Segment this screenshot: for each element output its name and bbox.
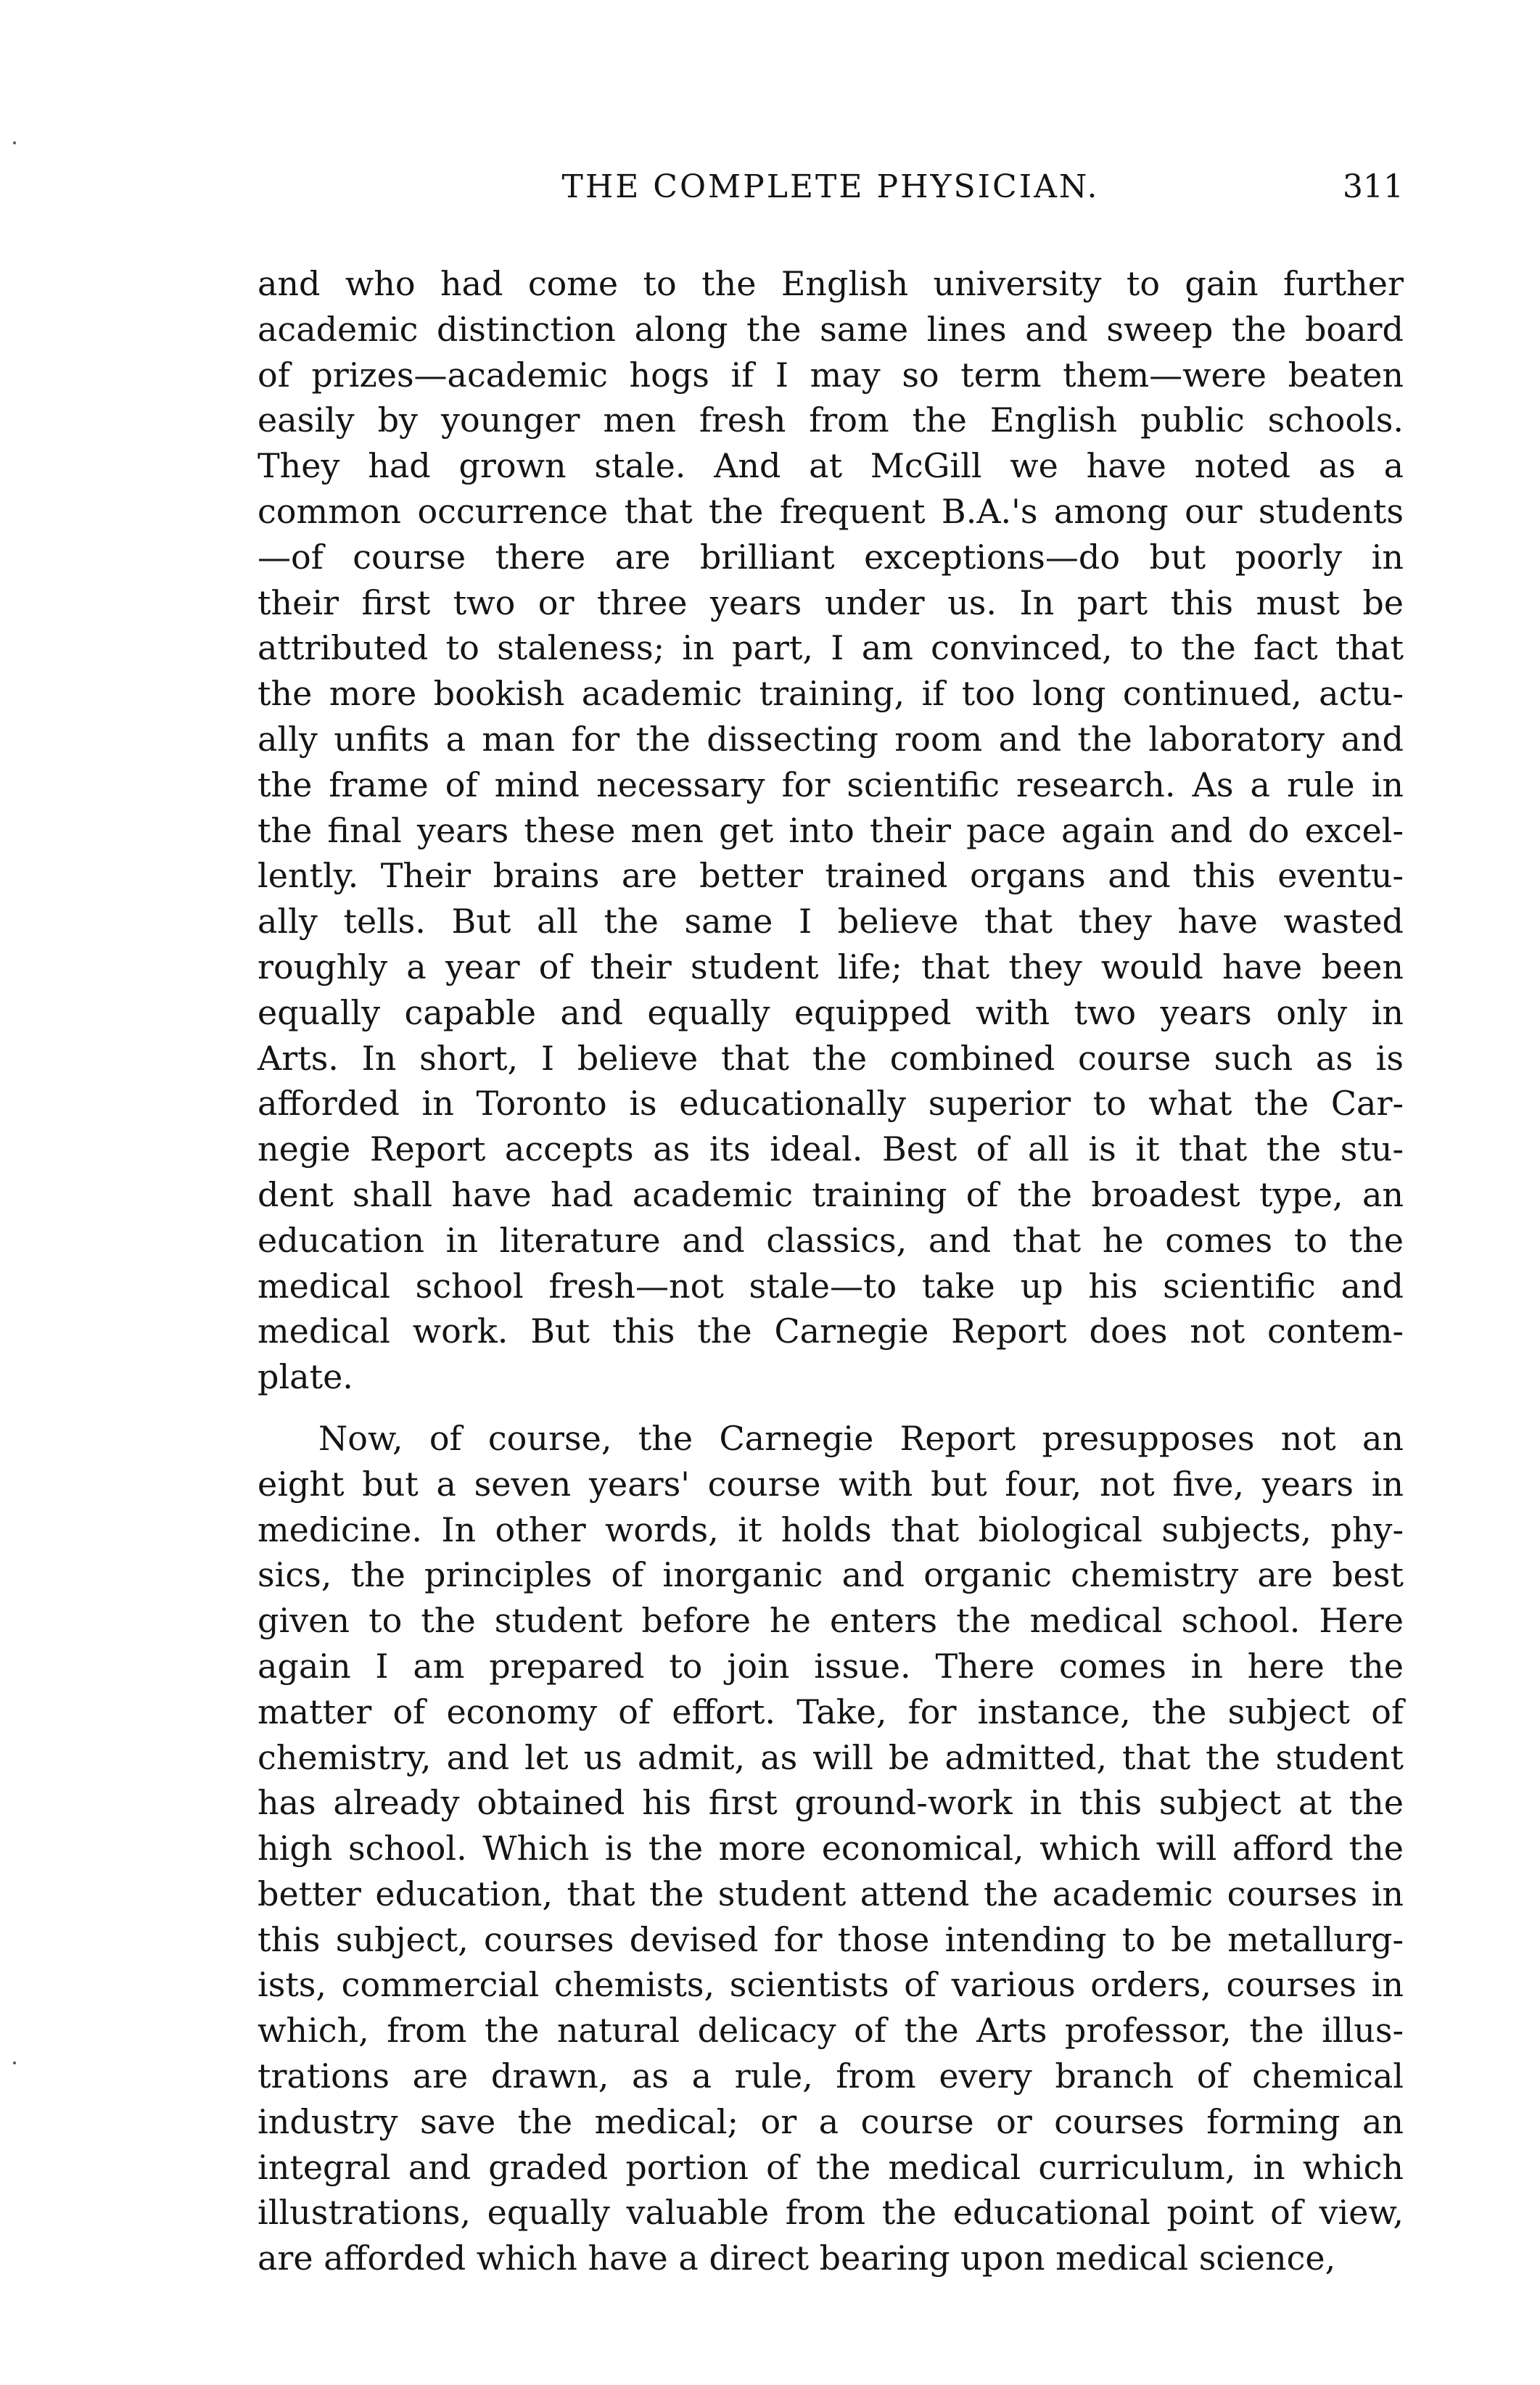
- margin-speck: [13, 2061, 16, 2064]
- text-line: medical school fresh—not stale—to take up his scientific and: [258, 1266, 1404, 1306]
- text-line: academic distinction along the same lines and sweep the board: [258, 309, 1404, 349]
- text-line: integral and graded portion of the medical curriculum, in which: [258, 2147, 1404, 2187]
- paragraph: [258, 1416, 1404, 2281]
- text-line: ally tells. But all the same I believe that they have wasted: [258, 902, 1404, 942]
- text-line: high school. Which is the more economical, which will afford the: [258, 1829, 1404, 1869]
- text-line: ists, commercial chemists, scientists of various orders, courses in: [258, 1965, 1404, 2005]
- text-line: the frame of mind necessary for scientific research. As a rule in: [258, 765, 1404, 804]
- running-head: [258, 168, 1404, 219]
- text-line: illustrations, equally valuable from the educational point of view,: [258, 2193, 1404, 2233]
- page-number: 311: [1343, 168, 1404, 205]
- text-line: attributed to staleness; in part, I am convinced, to the fact that: [258, 628, 1404, 668]
- text-line: roughly a year of their student life; that they would have been: [258, 947, 1404, 986]
- text-line: of prizes—academic hogs if I may so term them—were beaten: [258, 355, 1404, 395]
- text-line: given to the student before he enters the medical school. Here: [258, 1601, 1404, 1641]
- running-title: THE COMPLETE PHYSICIAN.: [561, 168, 1100, 205]
- text-line: eight but a seven years' course with but four, not five, years in: [258, 1464, 1404, 1504]
- text-line: plate.: [258, 1357, 353, 1397]
- text-line: again I am prepared to join issue. There comes in here the: [258, 1646, 1404, 1686]
- text-line: —of course there are brilliant exceptions—do but poorly in: [258, 537, 1404, 577]
- text-line: are afforded which have a direct bearing upon medical science,: [258, 2238, 1336, 2278]
- text-line: matter of economy of effort. Take, for instance, the subject of: [258, 1692, 1404, 1731]
- text-line: trations are drawn, as a rule, from every branch of chemical: [258, 2056, 1404, 2096]
- text-line: and who had come to the English university to gain further: [258, 264, 1404, 303]
- text-line: education in literature and classics, and that he comes to the: [258, 1220, 1404, 1260]
- body-text: [258, 261, 1404, 2281]
- text-line: They had grown stale. And at McGill we have noted as a: [258, 446, 1404, 486]
- text-line: equally capable and equally equipped with two years only in: [258, 992, 1404, 1032]
- text-line: dent shall have had academic training of the broadest type, an: [258, 1174, 1404, 1214]
- text-line: common occurrence that the frequent B.A.'s among our students: [258, 491, 1404, 531]
- text-line: which, from the natural delicacy of the Arts professor, the illus-: [258, 2011, 1404, 2051]
- text-line: afforded in Toronto is educationally superior to what the Car-: [258, 1084, 1404, 1124]
- text-line: medical work. But this the Carnegie Report does not contem-: [258, 1311, 1404, 1351]
- text-line: this subject, courses devised for those intending to be metallurg-: [258, 1919, 1404, 1959]
- text-line: lently. Their brains are better trained organs and this eventu-: [258, 856, 1404, 896]
- text-line: has already obtained his first ground-work in this subject at the: [258, 1783, 1404, 1823]
- text-line: chemistry, and let us admit, as will be admitted, that the student: [258, 1737, 1404, 1777]
- text-line: easily by younger men fresh from the English public schools.: [258, 400, 1404, 440]
- paragraph-gap: [258, 1400, 1404, 1416]
- paragraph: [258, 261, 1404, 1400]
- text-line: the final years these men get into their pace again and do excel-: [258, 810, 1404, 850]
- text-line: industry save the medical; or a course or courses forming an: [258, 2101, 1404, 2141]
- text-line: better education, that the student attend the academic courses in: [258, 1874, 1404, 1914]
- text-line: Arts. In short, I believe that the combined course such as is: [258, 1038, 1404, 1078]
- text-line: their first two or three years under us. In part this must be: [258, 582, 1404, 622]
- text-line: medicine. In other words, it holds that biological subjects, phy-: [258, 1509, 1404, 1549]
- text-line: negie Report accepts as its ideal. Best of all is it that the stu-: [258, 1129, 1404, 1169]
- text-line: Now, of course, the Carnegie Report presupposes not an: [318, 1418, 1404, 1458]
- text-line: the more bookish academic training, if too long continued, actu-: [258, 674, 1404, 714]
- text-line: ally unfits a man for the dissecting room and the laboratory and: [258, 719, 1404, 759]
- text-line: sics, the principles of inorganic and organic chemistry are best: [258, 1555, 1404, 1595]
- margin-speck: [13, 141, 16, 144]
